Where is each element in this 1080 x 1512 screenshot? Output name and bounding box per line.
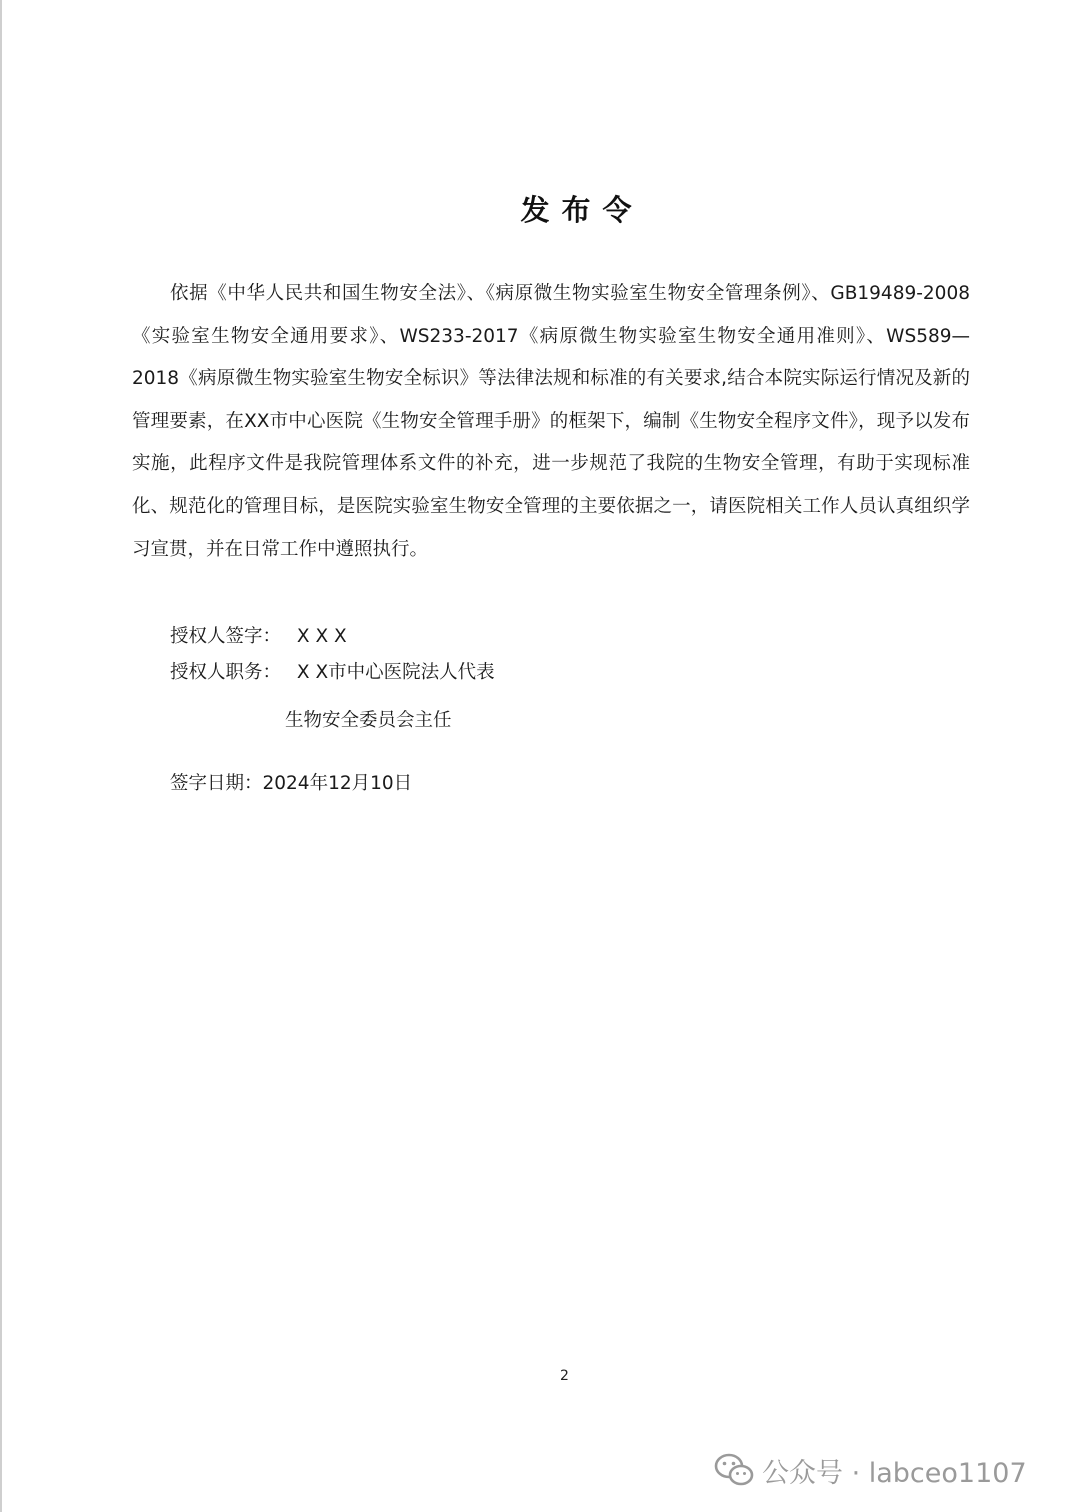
- signatory-line: [170, 622, 347, 648]
- signatory-value: X X X: [296, 626, 347, 647]
- wechat-icon: [714, 1453, 754, 1487]
- signatory-label: 授权人签字：: [170, 626, 282, 647]
- position-value: X X市中心医院法人代表: [296, 662, 495, 683]
- position-line: [170, 658, 495, 684]
- position-label: 授权人职务：: [170, 662, 282, 683]
- position-value-2: 生物安全委员会主任: [285, 710, 452, 731]
- body-paragraph: 依据《中华人民共和国生物安全法》、《病原微生物实验室生物安全管理条例》、GB19489-2008《实验室生物安全通用要求》、WS233-2017《病原微生物实验室生物安全通用准则》、WS589—2018《病原微生物实验室生物安全标识》等法律法规和标准的有关要求,结合本院实际运行情况及新的管理要素，在XX市中心医院《生物安全管理手册》的框架下，编制《生物安全程序文件》，现予以发布实施，此程序文件是我院管理体系文件的补充，进一步规范了我院的生物安全管理，有助于实现标准化、规范化的管理目标，是医院实验室生物安全管理的主要依据之一，请医院相关工作人员认真组织学习宣贯，并在日常工作中遵照执行。: [132, 283, 970, 560]
- page-number: 2: [560, 1368, 569, 1384]
- sign-date: 签字日期：2024年12月10日: [170, 773, 413, 794]
- watermark: [714, 1450, 1027, 1490]
- watermark-text: 公众号 · labceo1107: [762, 1457, 1027, 1489]
- document-title: 发布令: [520, 193, 644, 227]
